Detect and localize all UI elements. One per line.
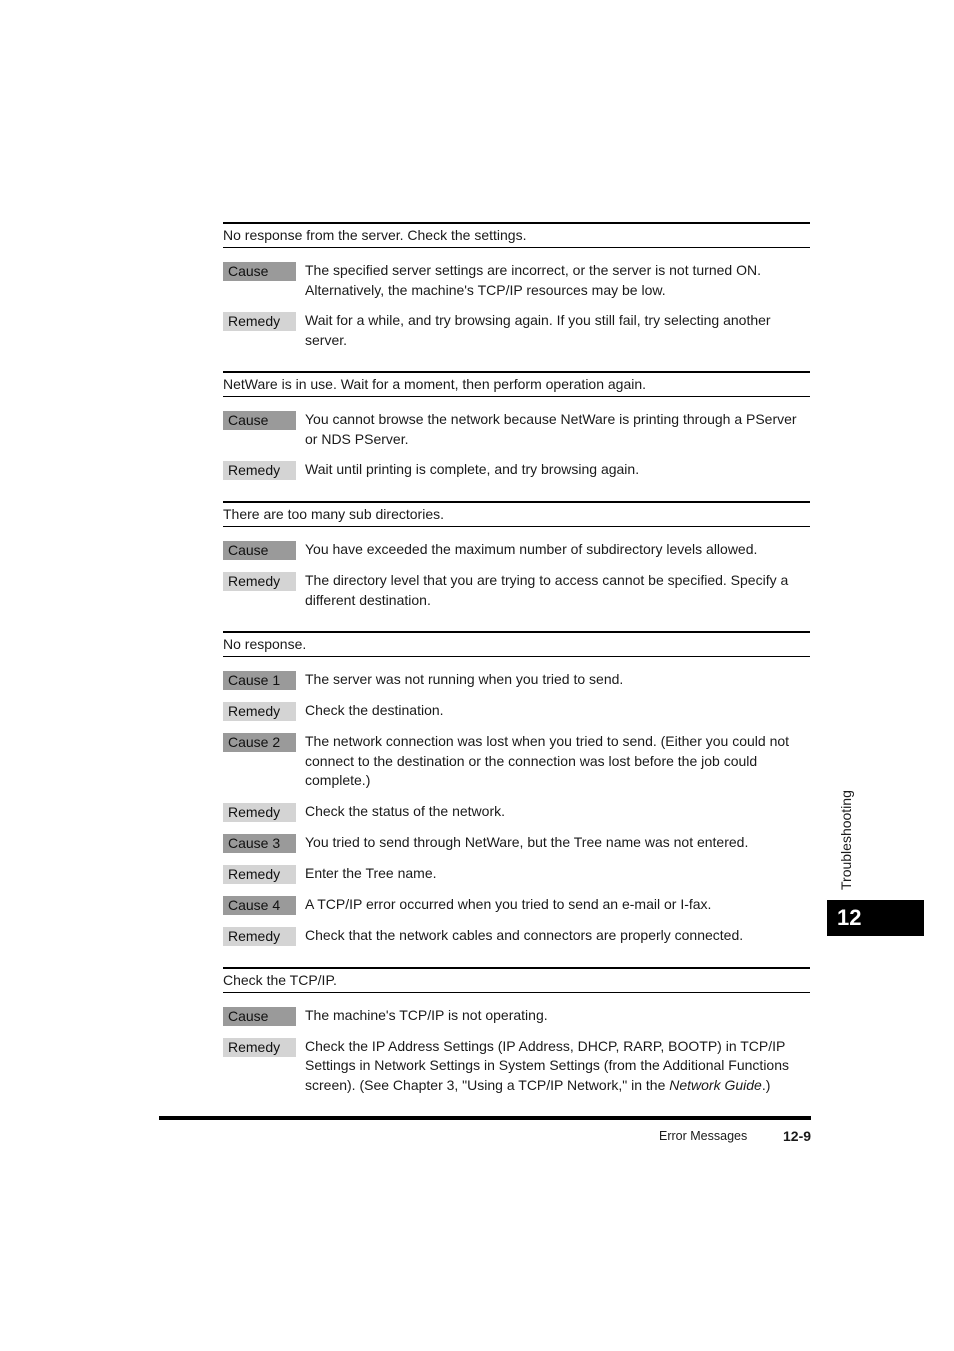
remedy-text: Enter the Tree name. (305, 864, 437, 881)
chapter-number: 12 (837, 905, 862, 930)
cause-row (223, 411, 810, 449)
remedy-text: Check that the network cables and connectors are properly connected. (305, 926, 744, 943)
remedy-label: Remedy (223, 927, 296, 946)
error-section (223, 501, 810, 610)
error-message-heading: NetWare is in use. Wait for a moment, then perform operation again. (223, 371, 810, 397)
remedy-text: Check the destination. (305, 702, 444, 718)
cause-label: Cause (223, 541, 296, 560)
error-message-heading: No response from the server. Check the settings. (223, 222, 810, 248)
cause-row (223, 1007, 810, 1026)
remedy-label: Remedy (223, 865, 296, 884)
cause-text: The server was not running when you tried to send. (305, 671, 624, 687)
remedy-text: Check the status of the network. (305, 802, 505, 819)
error-message-heading: No response. (223, 631, 810, 657)
remedy-row (223, 865, 810, 884)
cause-row (223, 262, 810, 300)
error-section (223, 222, 810, 350)
error-message-heading: There are too many sub directories. (223, 501, 810, 527)
cause-label: Cause 1 (223, 671, 296, 690)
text-segment: Check the IP Address Settings (IP Address, DHCP, RARP, BOOTP) in TCP/IP Settings in Network Settings in System Settings (from the Additional Functions screen). (See Chapter 3, "Using a TCP/IP Network," in the (305, 1037, 790, 1093)
cause-label: Cause 3 (223, 834, 296, 853)
cause-text: The network connection was lost when you tried to send. (Either you could not connect to the destination or the connection was lost before the job could complete.) (305, 733, 790, 788)
reference-title: Network Guide (669, 1076, 762, 1093)
section-label: Troubleshooting (838, 790, 854, 890)
cause-row (223, 733, 810, 791)
error-message-list (223, 222, 810, 1116)
remedy-text: Wait for a while, and try browsing again. If you still fail, try selecting another server. (305, 312, 771, 348)
cause-row (223, 541, 810, 560)
cause-text: The specified server settings are incorrect, or the server is not turned ON. Alternatively, the machine's TCP/IP resources may be low. (305, 262, 761, 298)
remedy-row (223, 927, 810, 946)
remedy-label: Remedy (223, 461, 296, 480)
text-segment: .) (761, 1076, 771, 1093)
remedy-text (305, 1037, 810, 1096)
remedy-row (223, 461, 810, 480)
remedy-row (223, 572, 810, 610)
remedy-text: The directory level that you are trying to access cannot be specified. Specify a different destination. (305, 572, 789, 608)
remedy-text: Wait until printing is complete, and try browsing again. (305, 461, 640, 477)
cause-label: Cause (223, 1007, 296, 1026)
cause-row (223, 671, 810, 690)
error-section (223, 967, 810, 1096)
error-message-heading: Check the TCP/IP. (223, 967, 810, 993)
remedy-label: Remedy (223, 702, 296, 721)
cause-text: A TCP/IP error occurred when you tried to send an e-mail or I-fax. (305, 895, 712, 912)
remedy-label: Remedy (223, 1038, 296, 1057)
error-section (223, 631, 810, 946)
cause-label: Cause 2 (223, 733, 296, 752)
cause-row (223, 834, 810, 853)
remedy-label: Remedy (223, 572, 296, 591)
remedy-label: Remedy (223, 312, 296, 331)
remedy-row (223, 1038, 810, 1096)
error-section (223, 371, 810, 480)
remedy-label: Remedy (223, 803, 296, 822)
chapter-tab (827, 900, 924, 936)
cause-label: Cause 4 (223, 896, 296, 915)
remedy-row (223, 312, 810, 350)
footer-title: Error Messages (659, 1129, 748, 1143)
page-number: 12-9 (783, 1128, 812, 1144)
footer-rule (159, 1116, 811, 1120)
remedy-row (223, 702, 810, 721)
cause-text: You cannot browse the network because NetWare is printing through a PServer or NDS PServer. (305, 411, 797, 447)
cause-text: You tried to send through NetWare, but the Tree name was not entered. (305, 833, 749, 850)
cause-text: You have exceeded the maximum number of subdirectory levels allowed. (305, 541, 758, 557)
cause-text: The machine's TCP/IP is not operating. (305, 1006, 548, 1023)
remedy-row (223, 803, 810, 822)
cause-label: Cause (223, 411, 296, 430)
cause-row (223, 896, 810, 915)
cause-label: Cause (223, 262, 296, 281)
